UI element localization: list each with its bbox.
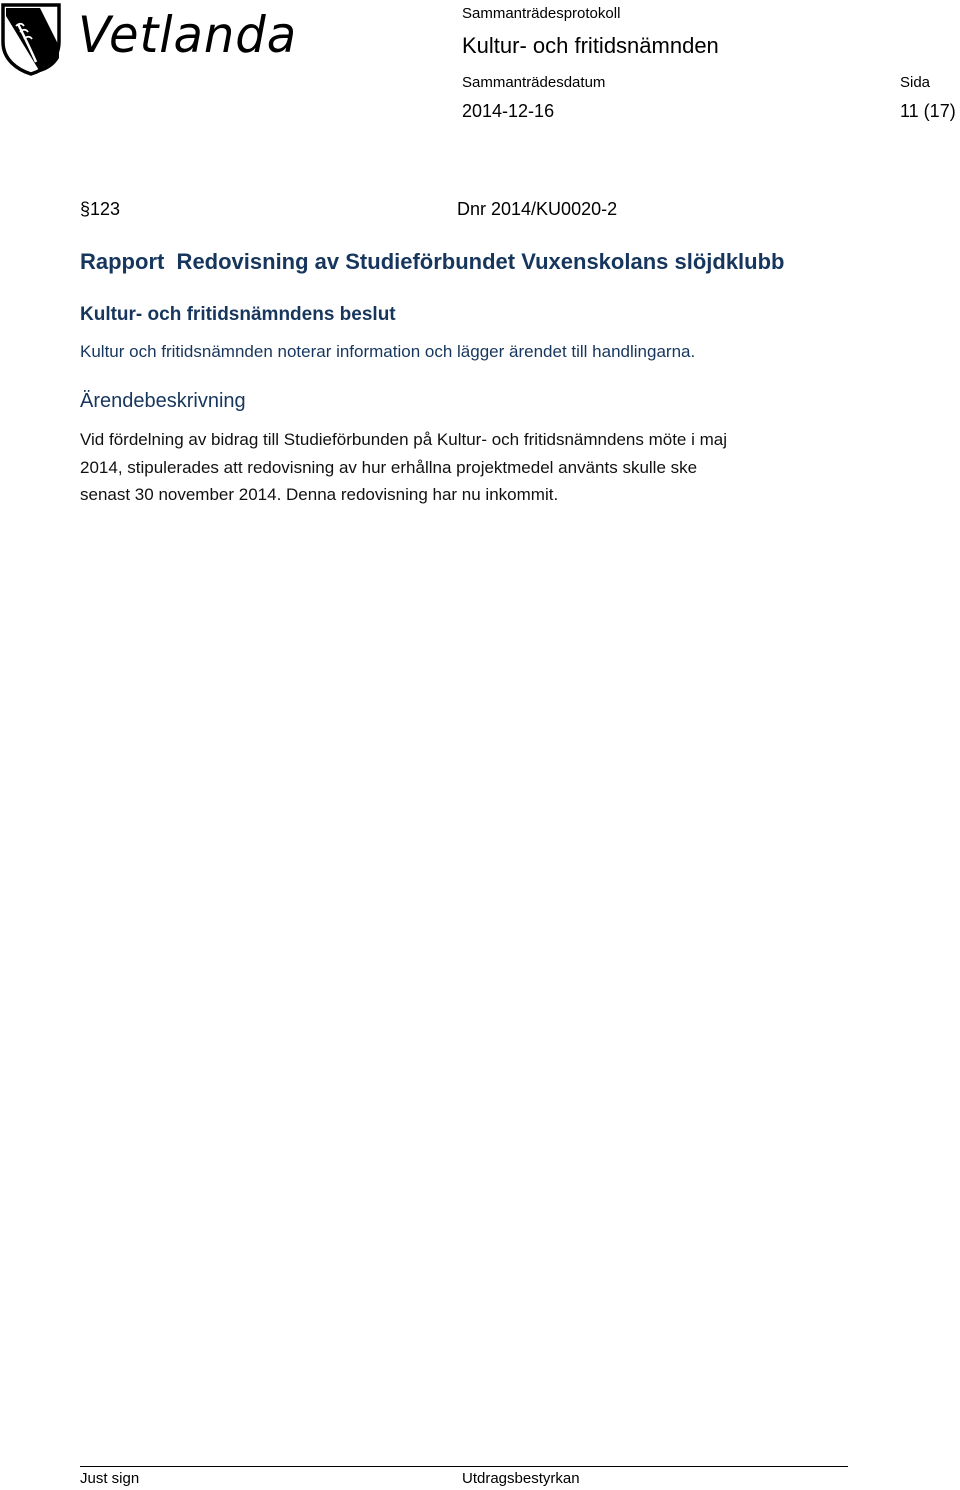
vetlanda-logo — [0, 0, 300, 80]
municipal-shield-icon — [0, 2, 62, 76]
date-value: 2014-12-16 — [462, 101, 555, 121]
description-heading: Ärendebeskrivning — [80, 390, 246, 412]
diary-number: Dnr 2014/KU0020-2 — [457, 199, 618, 219]
description-line: 2014, stipulerades att redovisning av hur erhållna projektmedel använts skulle ske — [80, 457, 698, 477]
item-title: Rapport Redovisning av Studieförbundet Vuxenskolans slöjdklubb — [80, 249, 785, 274]
logo-wordmark: Vetlanda — [78, 6, 298, 64]
description-paragraph — [80, 426, 860, 509]
date-label: Sammanträdesdatum — [462, 74, 606, 91]
page-label: Sida — [900, 74, 931, 91]
description-line: senast 30 november 2014. Denna redovisning har nu inkommit. — [80, 485, 559, 504]
decision-text: Kultur och fritidsnämnden noterar information och lägger ärendet till handlingarna. — [80, 342, 696, 361]
footer-extract-label: Utdragsbestyrkan — [462, 1470, 580, 1487]
footer-divider — [80, 1466, 848, 1467]
description-line: Vid fördelning av bidrag till Studieförbunden på Kultur- och fritidsnämndens möte i maj — [80, 430, 727, 449]
document-type: Sammanträdesprotokoll — [462, 5, 621, 22]
decision-heading: Kultur- och fritidsnämndens beslut — [80, 304, 396, 325]
page-number: 11 (17) — [900, 101, 956, 121]
section-number: §123 — [80, 199, 121, 219]
footer-sign-label: Just sign — [80, 1470, 140, 1487]
committee-name: Kultur- och fritidsnämnden — [462, 33, 719, 58]
